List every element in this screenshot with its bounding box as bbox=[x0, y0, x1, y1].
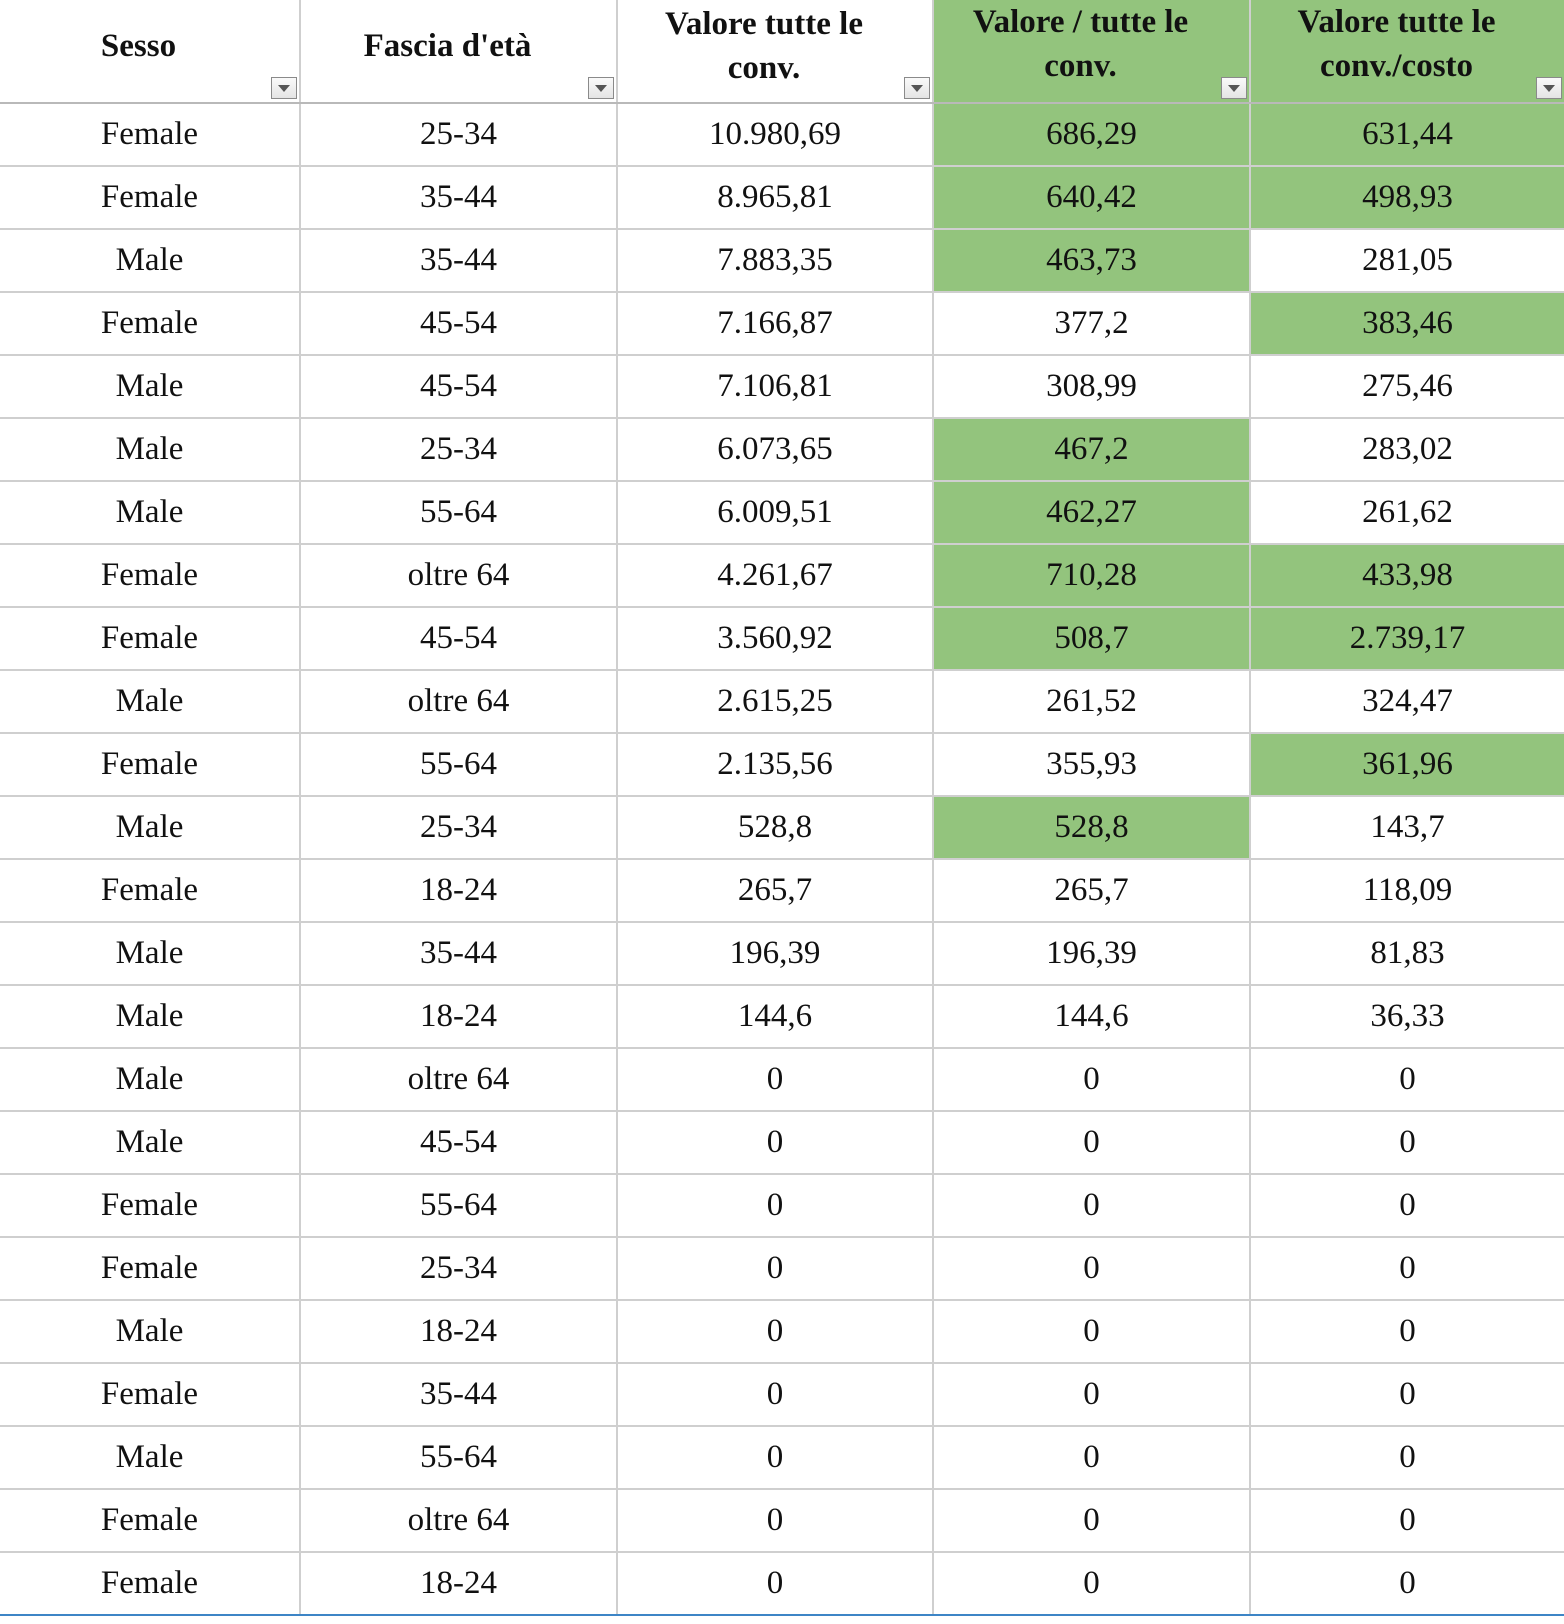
cell-valore-conv-costo[interactable]: 0 bbox=[1250, 1300, 1564, 1363]
cell-fascia-eta[interactable]: oltre 64 bbox=[300, 1048, 617, 1111]
cell-sesso[interactable]: Male bbox=[0, 1426, 300, 1489]
cell-valore-conv-costo[interactable]: 433,98 bbox=[1250, 544, 1564, 607]
table-row bbox=[0, 1426, 1564, 1489]
cell-valore-per-conv[interactable]: 0 bbox=[933, 1552, 1250, 1615]
cell-sesso[interactable]: Female bbox=[0, 1174, 300, 1237]
cell-valore-tutte-le-conv[interactable]: 265,7 bbox=[617, 859, 933, 922]
column-header-label: Valore tutte le conv. bbox=[665, 6, 863, 86]
cell-valore-per-conv[interactable]: 462,27 bbox=[933, 481, 1250, 544]
cell-valore-conv-costo[interactable]: 118,09 bbox=[1250, 859, 1564, 922]
cell-valore-per-conv[interactable]: 0 bbox=[933, 1111, 1250, 1174]
table-body bbox=[0, 103, 1564, 1615]
table-row bbox=[0, 1489, 1564, 1552]
table-row bbox=[0, 985, 1564, 1048]
cell-valore-tutte-le-conv[interactable]: 528,8 bbox=[617, 796, 933, 859]
cell-valore-tutte-le-conv[interactable]: 8.965,81 bbox=[617, 166, 933, 229]
cell-sesso[interactable]: Female bbox=[0, 1237, 300, 1300]
cell-fascia-eta[interactable]: 25-34 bbox=[300, 103, 617, 166]
table-row bbox=[0, 355, 1564, 418]
table-row bbox=[0, 229, 1564, 292]
cell-valore-tutte-le-conv[interactable]: 3.560,92 bbox=[617, 607, 933, 670]
table-row bbox=[0, 607, 1564, 670]
table-row bbox=[0, 103, 1564, 166]
cell-valore-tutte-le-conv[interactable]: 7.166,87 bbox=[617, 292, 933, 355]
cell-valore-per-conv[interactable]: 686,29 bbox=[933, 103, 1250, 166]
cell-valore-per-conv[interactable]: 508,7 bbox=[933, 607, 1250, 670]
cell-valore-tutte-le-conv[interactable]: 10.980,69 bbox=[617, 103, 933, 166]
cell-sesso[interactable]: Female bbox=[0, 1363, 300, 1426]
cell-sesso[interactable]: Male bbox=[0, 796, 300, 859]
chevron-down-icon bbox=[911, 85, 923, 92]
cell-sesso[interactable]: Male bbox=[0, 355, 300, 418]
cell-sesso[interactable]: Female bbox=[0, 1489, 300, 1552]
cell-sesso[interactable]: Male bbox=[0, 1300, 300, 1363]
cell-valore-conv-costo[interactable]: 0 bbox=[1250, 1237, 1564, 1300]
cell-sesso[interactable]: Male bbox=[0, 229, 300, 292]
cell-fascia-eta[interactable]: 35-44 bbox=[300, 166, 617, 229]
cell-valore-per-conv[interactable]: 0 bbox=[933, 1426, 1250, 1489]
cell-sesso[interactable]: Female bbox=[0, 1552, 300, 1615]
cell-valore-per-conv[interactable]: 355,93 bbox=[933, 733, 1250, 796]
cell-fascia-eta[interactable]: 25-34 bbox=[300, 418, 617, 481]
cell-sesso[interactable]: Male bbox=[0, 985, 300, 1048]
column-header-label: Fascia d'età bbox=[363, 28, 532, 64]
cell-valore-conv-costo[interactable]: 0 bbox=[1250, 1363, 1564, 1426]
table-row bbox=[0, 1552, 1564, 1615]
cell-valore-conv-costo[interactable]: 361,96 bbox=[1250, 733, 1564, 796]
cell-fascia-eta[interactable]: oltre 64 bbox=[300, 670, 617, 733]
cell-fascia-eta[interactable]: 18-24 bbox=[300, 985, 617, 1048]
cell-fascia-eta[interactable]: 35-44 bbox=[300, 1363, 617, 1426]
cell-fascia-eta[interactable]: 18-24 bbox=[300, 859, 617, 922]
cell-valore-tutte-le-conv[interactable]: 6.009,51 bbox=[617, 481, 933, 544]
cell-valore-tutte-le-conv[interactable]: 6.073,65 bbox=[617, 418, 933, 481]
cell-valore-conv-costo[interactable]: 383,46 bbox=[1250, 292, 1564, 355]
cell-valore-per-conv[interactable]: 144,6 bbox=[933, 985, 1250, 1048]
cell-sesso[interactable]: Female bbox=[0, 733, 300, 796]
table-row bbox=[0, 1363, 1564, 1426]
table-row bbox=[0, 166, 1564, 229]
cell-valore-conv-costo[interactable]: 498,93 bbox=[1250, 166, 1564, 229]
cell-fascia-eta[interactable]: 55-64 bbox=[300, 733, 617, 796]
cell-sesso[interactable]: Female bbox=[0, 544, 300, 607]
cell-sesso[interactable]: Female bbox=[0, 103, 300, 166]
cell-valore-tutte-le-conv[interactable]: 0 bbox=[617, 1489, 933, 1552]
column-header-valore-conv-costo bbox=[1250, 0, 1564, 103]
table-row bbox=[0, 922, 1564, 985]
chevron-down-icon bbox=[278, 85, 290, 92]
table-row bbox=[0, 544, 1564, 607]
cell-fascia-eta[interactable]: 18-24 bbox=[300, 1300, 617, 1363]
cell-valore-conv-costo[interactable]: 275,46 bbox=[1250, 355, 1564, 418]
cell-sesso[interactable]: Male bbox=[0, 1111, 300, 1174]
cell-fascia-eta[interactable]: 45-54 bbox=[300, 607, 617, 670]
cell-sesso[interactable]: Female bbox=[0, 607, 300, 670]
cell-valore-tutte-le-conv[interactable]: 196,39 bbox=[617, 922, 933, 985]
column-header-valore-tutte-le-conv bbox=[617, 0, 933, 103]
filter-dropdown-button[interactable] bbox=[271, 77, 297, 99]
cell-valore-tutte-le-conv[interactable]: 7.883,35 bbox=[617, 229, 933, 292]
cell-sesso[interactable]: Male bbox=[0, 418, 300, 481]
cell-valore-conv-costo[interactable]: 0 bbox=[1250, 1174, 1564, 1237]
cell-valore-per-conv[interactable]: 528,8 bbox=[933, 796, 1250, 859]
cell-valore-tutte-le-conv[interactable]: 0 bbox=[617, 1237, 933, 1300]
cell-fascia-eta[interactable]: 35-44 bbox=[300, 229, 617, 292]
column-header-fascia-eta bbox=[300, 0, 617, 103]
table-row bbox=[0, 859, 1564, 922]
cell-fascia-eta[interactable]: 35-44 bbox=[300, 922, 617, 985]
table-row bbox=[0, 418, 1564, 481]
cell-valore-tutte-le-conv[interactable]: 0 bbox=[617, 1363, 933, 1426]
cell-valore-tutte-le-conv[interactable]: 0 bbox=[617, 1048, 933, 1111]
cell-valore-conv-costo[interactable]: 0 bbox=[1250, 1489, 1564, 1552]
cell-valore-tutte-le-conv[interactable]: 144,6 bbox=[617, 985, 933, 1048]
cell-valore-per-conv[interactable]: 467,2 bbox=[933, 418, 1250, 481]
cell-valore-tutte-le-conv[interactable]: 0 bbox=[617, 1552, 933, 1615]
cell-valore-per-conv[interactable]: 0 bbox=[933, 1237, 1250, 1300]
cell-fascia-eta[interactable]: 45-54 bbox=[300, 1111, 617, 1174]
cell-sesso[interactable]: Male bbox=[0, 1048, 300, 1111]
cell-sesso[interactable]: Female bbox=[0, 292, 300, 355]
table-row bbox=[0, 1237, 1564, 1300]
cell-valore-conv-costo[interactable]: 324,47 bbox=[1250, 670, 1564, 733]
cell-valore-per-conv[interactable]: 196,39 bbox=[933, 922, 1250, 985]
cell-fascia-eta[interactable]: 55-64 bbox=[300, 1174, 617, 1237]
cell-fascia-eta[interactable]: 45-54 bbox=[300, 355, 617, 418]
cell-valore-per-conv[interactable]: 0 bbox=[933, 1489, 1250, 1552]
cell-valore-tutte-le-conv[interactable]: 0 bbox=[617, 1111, 933, 1174]
cell-fascia-eta[interactable]: 25-34 bbox=[300, 796, 617, 859]
cell-valore-tutte-le-conv[interactable]: 4.261,67 bbox=[617, 544, 933, 607]
cell-valore-conv-costo[interactable]: 0 bbox=[1250, 1111, 1564, 1174]
table-row bbox=[0, 1111, 1564, 1174]
cell-fascia-eta[interactable]: oltre 64 bbox=[300, 1489, 617, 1552]
cell-valore-conv-costo[interactable]: 36,33 bbox=[1250, 985, 1564, 1048]
header-row bbox=[0, 0, 1564, 103]
column-header-valore-per-conv bbox=[933, 0, 1250, 103]
cell-valore-tutte-le-conv[interactable]: 7.106,81 bbox=[617, 355, 933, 418]
cell-valore-conv-costo[interactable]: 2.739,17 bbox=[1250, 607, 1564, 670]
column-header-sesso bbox=[0, 0, 300, 103]
cell-sesso[interactable]: Male bbox=[0, 670, 300, 733]
cell-valore-per-conv[interactable]: 710,28 bbox=[933, 544, 1250, 607]
cell-fascia-eta[interactable]: 55-64 bbox=[300, 1426, 617, 1489]
cell-valore-tutte-le-conv[interactable]: 0 bbox=[617, 1300, 933, 1363]
cell-valore-per-conv[interactable]: 265,7 bbox=[933, 859, 1250, 922]
cell-valore-conv-costo[interactable]: 283,02 bbox=[1250, 418, 1564, 481]
cell-valore-per-conv[interactable]: 463,73 bbox=[933, 229, 1250, 292]
cell-fascia-eta[interactable]: oltre 64 bbox=[300, 544, 617, 607]
cell-valore-per-conv[interactable]: 0 bbox=[933, 1174, 1250, 1237]
cell-valore-conv-costo[interactable]: 0 bbox=[1250, 1426, 1564, 1489]
cell-valore-per-conv[interactable]: 640,42 bbox=[933, 166, 1250, 229]
cell-fascia-eta[interactable]: 55-64 bbox=[300, 481, 617, 544]
table-row bbox=[0, 1300, 1564, 1363]
chevron-down-icon bbox=[1543, 85, 1555, 92]
cell-valore-per-conv[interactable]: 308,99 bbox=[933, 355, 1250, 418]
table-row bbox=[0, 1048, 1564, 1111]
cell-sesso[interactable]: Male bbox=[0, 481, 300, 544]
cell-sesso[interactable]: Male bbox=[0, 922, 300, 985]
chevron-down-icon bbox=[595, 85, 607, 92]
cell-valore-per-conv[interactable]: 377,2 bbox=[933, 292, 1250, 355]
cell-valore-conv-costo[interactable]: 143,7 bbox=[1250, 796, 1564, 859]
table-row bbox=[0, 733, 1564, 796]
column-header-label: Sesso bbox=[100, 28, 177, 64]
cell-valore-tutte-le-conv[interactable]: 2.135,56 bbox=[617, 733, 933, 796]
table-row bbox=[0, 481, 1564, 544]
cell-valore-conv-costo[interactable]: 281,05 bbox=[1250, 229, 1564, 292]
cell-valore-per-conv[interactable]: 0 bbox=[933, 1300, 1250, 1363]
table-row bbox=[0, 1174, 1564, 1237]
cell-valore-per-conv[interactable]: 261,52 bbox=[933, 670, 1250, 733]
table-row bbox=[0, 670, 1564, 733]
cell-valore-tutte-le-conv[interactable]: 2.615,25 bbox=[617, 670, 933, 733]
cell-valore-per-conv[interactable]: 0 bbox=[933, 1048, 1250, 1111]
cell-valore-conv-costo[interactable]: 631,44 bbox=[1250, 103, 1564, 166]
chevron-down-icon bbox=[1228, 85, 1240, 92]
cell-valore-conv-costo[interactable]: 81,83 bbox=[1250, 922, 1564, 985]
cell-valore-conv-costo[interactable]: 0 bbox=[1250, 1048, 1564, 1111]
cell-fascia-eta[interactable]: 45-54 bbox=[300, 292, 617, 355]
cell-sesso[interactable]: Female bbox=[0, 166, 300, 229]
filter-dropdown-button[interactable] bbox=[1536, 77, 1562, 99]
filter-dropdown-button[interactable] bbox=[904, 77, 930, 99]
cell-fascia-eta[interactable]: 18-24 bbox=[300, 1552, 617, 1615]
filter-dropdown-button[interactable] bbox=[588, 77, 614, 99]
cell-sesso[interactable]: Female bbox=[0, 859, 300, 922]
column-header-label: Valore tutte le conv./costo bbox=[1297, 4, 1496, 84]
table-row bbox=[0, 292, 1564, 355]
column-header-label: Valore / tutte le conv. bbox=[972, 4, 1189, 84]
cell-valore-conv-costo[interactable]: 0 bbox=[1250, 1552, 1564, 1615]
cell-valore-per-conv[interactable]: 0 bbox=[933, 1363, 1250, 1426]
cell-valore-tutte-le-conv[interactable]: 0 bbox=[617, 1174, 933, 1237]
cell-valore-conv-costo[interactable]: 261,62 bbox=[1250, 481, 1564, 544]
filter-dropdown-button[interactable] bbox=[1221, 77, 1247, 99]
cell-valore-tutte-le-conv[interactable]: 0 bbox=[617, 1426, 933, 1489]
cell-fascia-eta[interactable]: 25-34 bbox=[300, 1237, 617, 1300]
table-row bbox=[0, 796, 1564, 859]
